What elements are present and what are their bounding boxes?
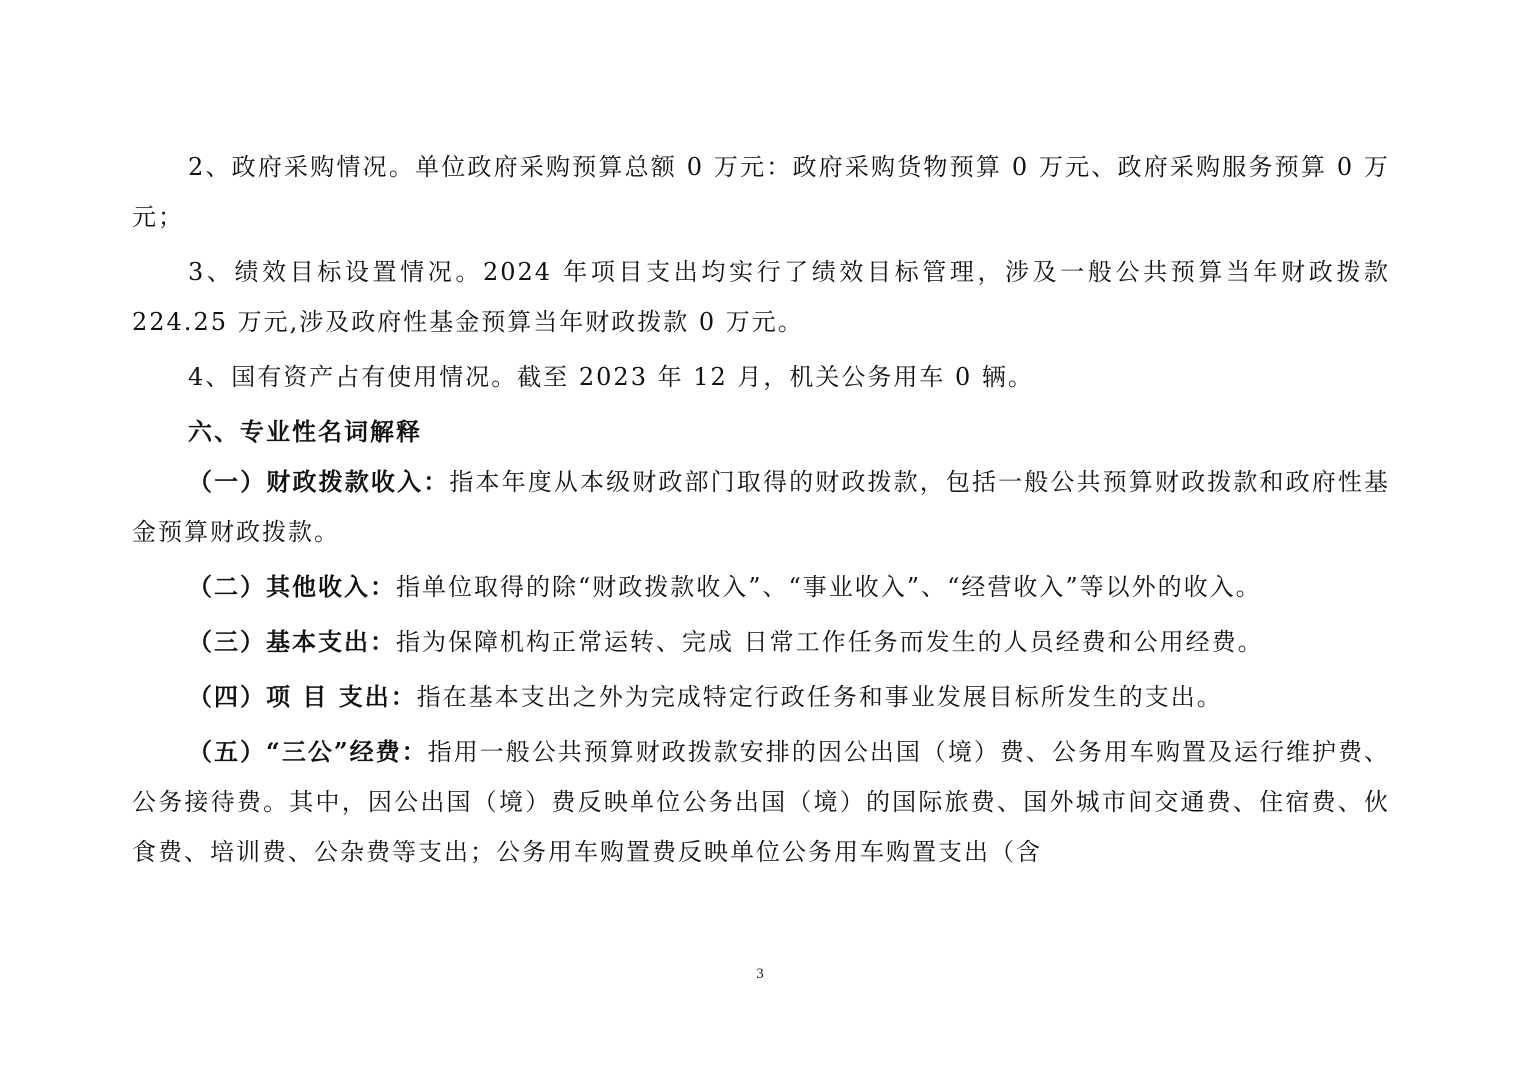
paragraph-text: 3、绩效目标设置情况。2024 年项目支出均实行了绩效目标管理，涉及一般公共预算当年财政拨款 224.25 万元,涉及政府性基金预算当年财政拨款 0 万元。 xyxy=(132,258,1390,336)
term-fiscal-appropriation-income xyxy=(132,457,1390,557)
term-definition: 指在基本支出之外为完成特定行政任务和事业发展目标所发生的支出。 xyxy=(416,683,1223,711)
term-definition: 指用一般公共预算财政拨款安排的因公出国（境）费、公务用车购置及运行维护费、公务接待费。其中，因公出国（境）费反映单位公务出国（境）的国际旅费、国外城市间交通费、住宿费、伙食费、培训费、公杂费等支出；公务用车购置费反映单位公务用车购置支出（含 xyxy=(132,738,1391,866)
term-label: （一）财政拨款收入： xyxy=(188,467,450,496)
term-definition: 指为保障机构正常运转、完成 日常工作任务而发生的人员经费和公用经费。 xyxy=(396,628,1264,656)
term-label: （二）其他收入： xyxy=(188,572,396,601)
paragraph-performance-goals xyxy=(132,247,1390,347)
paragraph-government-procurement xyxy=(132,142,1390,242)
term-definition: 指本年度从本级财政部门取得的财政拨款，包括一般公共预算财政拨款和政府性基金预算财政拨款。 xyxy=(132,468,1391,546)
document-body xyxy=(132,142,1390,882)
term-project-expenditure xyxy=(132,672,1390,722)
term-three-public-expenses xyxy=(132,727,1390,877)
term-label: （四）项 目 支出： xyxy=(188,682,417,711)
paragraph-text: 4、国有资产占有使用情况。截至 2023 年 12 月，机关公务用车 0 辆。 xyxy=(188,363,1034,391)
section-heading: 六、专业性名词解释 xyxy=(188,418,422,446)
term-label: （三）基本支出： xyxy=(188,627,396,656)
page-number: 3 xyxy=(756,966,764,982)
paragraph-text: 2、政府采购情况。单位政府采购预算总额 0 万元：政府采购货物预算 0 万元、政府采购服务预算 0 万元； xyxy=(132,153,1390,231)
term-definition: 指单位取得的除“财政拨款收入”、“事业收入”、“经营收入”等以外的收入。 xyxy=(396,573,1262,601)
paragraph-state-assets xyxy=(132,352,1390,402)
term-basic-expenditure xyxy=(132,617,1390,667)
term-label: （五）“三公”经费： xyxy=(188,737,428,766)
term-other-income xyxy=(132,562,1390,612)
